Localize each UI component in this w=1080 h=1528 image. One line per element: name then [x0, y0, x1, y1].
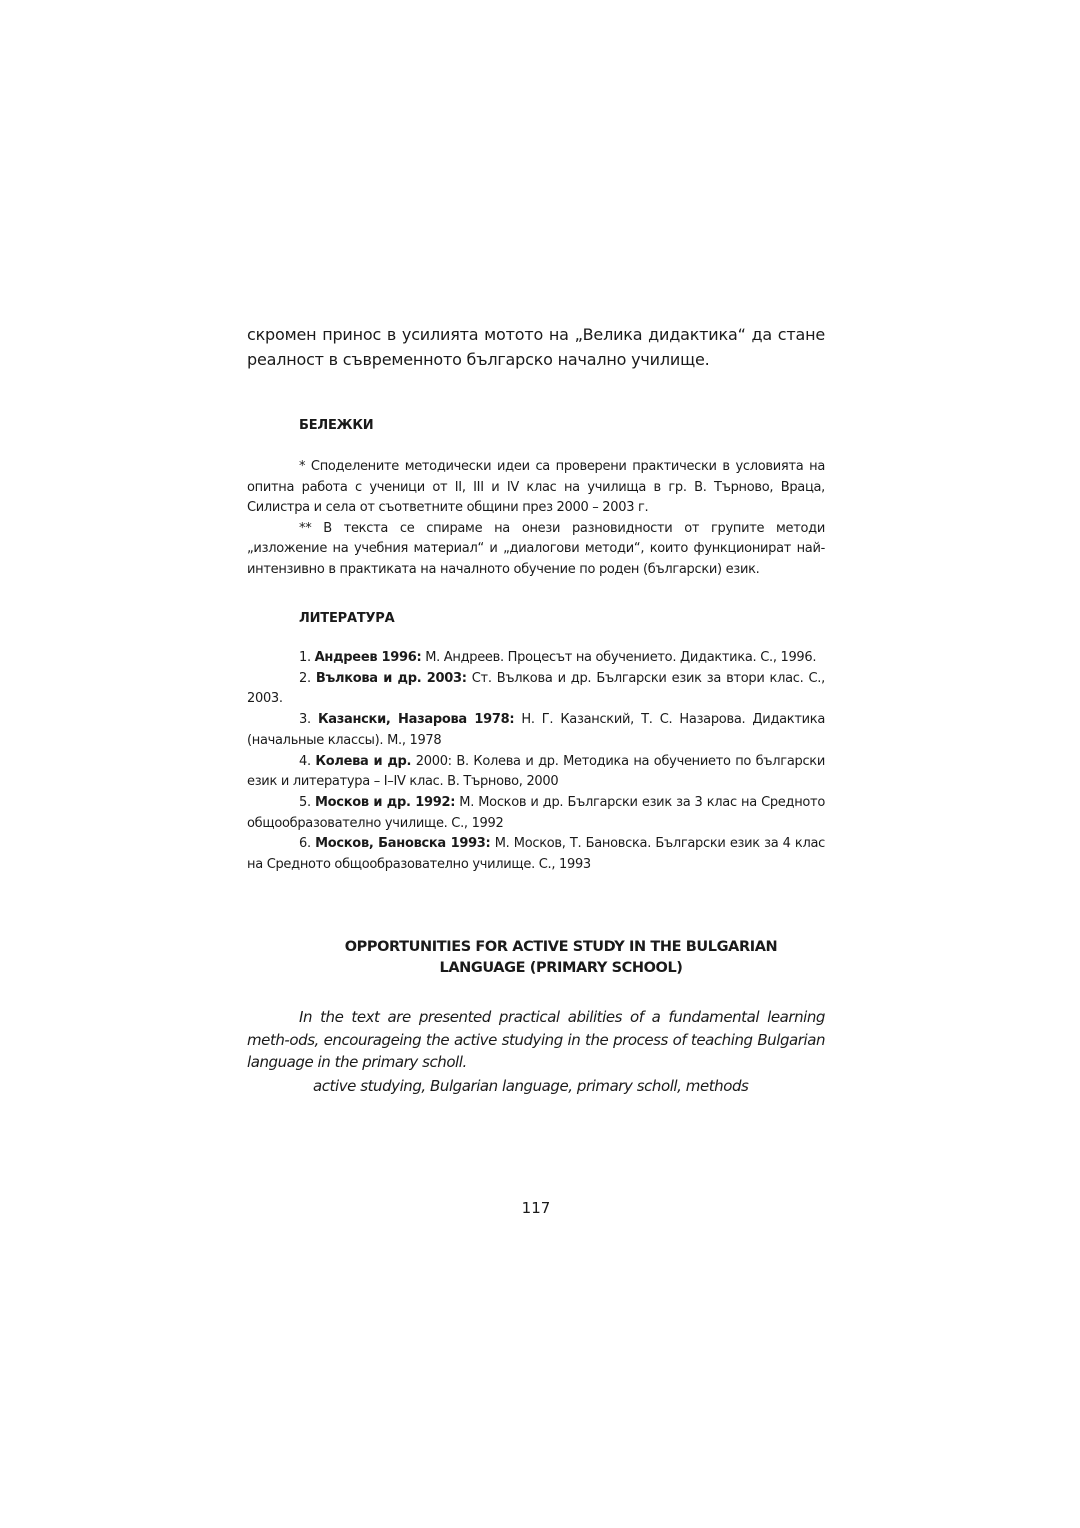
reference-item	[247, 752, 825, 793]
reference-key: Вълкова и др. 2003:	[315, 670, 467, 686]
reference-number: 5.	[299, 794, 311, 810]
reference-text: Н. Г. Казанский, Т. С. Назарова. Дидактика (начальные классы). М., 1978	[247, 712, 825, 748]
reference-item	[247, 793, 825, 834]
notes-section	[247, 457, 825, 580]
page-number: 117	[521, 1199, 551, 1217]
reference-text: М. Андреев. Процесът на обучението. Дидактика. С., 1996.	[425, 650, 817, 665]
literature-heading: ЛИТЕРАТУРА	[299, 611, 395, 626]
literature-list	[247, 648, 825, 876]
english-abstract	[247, 1006, 825, 1074]
document-page	[247, 0, 825, 1528]
reference-number: 4.	[299, 753, 311, 769]
abstract-text: In the text are presented practical abilities of a fundamental learning meth-ods, encourageing the active studying in the process of teaching Bulgarian language in the primary scholl.	[247, 1008, 825, 1071]
reference-key: Андреев 1996:	[314, 650, 422, 665]
english-title-line-2: LANGUAGE (PRIMARY SCHOOL)	[439, 960, 683, 976]
reference-text: Ст. Вълкова и др. Български език за втори клас. С., 2003.	[247, 670, 825, 707]
reference-text: 2000: В. Колева и др. Методика на обучението по български език и литература – I–IV клас. В. Търново, 2000	[247, 753, 825, 790]
reference-item	[247, 669, 825, 710]
reference-text: М. Москов и др. Български език за 3 клас на Средното общообразователно училище. С., 1992	[247, 794, 825, 831]
reference-item	[247, 648, 825, 669]
reference-key: Москов и др. 1992:	[315, 794, 456, 810]
english-keywords: active studying, Bulgarian language, primary scholl, methods	[313, 1077, 749, 1095]
reference-text: М. Москов, Т. Бановска. Български език за 4 клас на Средното общообразователно училище. С., 1993	[247, 836, 826, 873]
note-item: ** В текста се спираме на онези разновидности от групите методи „изложение на учебния материал“ и „диалогови методи“, които функционират най-интензивно в практиката на началното обучение по роден (български) език.	[247, 520, 825, 577]
reference-item	[247, 834, 825, 875]
reference-key: Колева и др.	[315, 753, 412, 769]
reference-item	[247, 710, 825, 751]
intro-paragraph: скромен принос в усилията мотото на „Велика дидактика“ да стане реалност в съвременното българско начално училище.	[247, 325, 825, 369]
reference-key: Москов, Бановска 1993:	[315, 836, 491, 852]
reference-key: Казански, Назарова 1978:	[317, 712, 515, 728]
reference-number: 2.	[299, 670, 311, 686]
english-summary-title	[247, 937, 875, 979]
reference-number: 6.	[299, 836, 311, 852]
reference-number: 3.	[299, 712, 311, 728]
reference-number: 1.	[299, 650, 311, 665]
english-title-line-1: OPPORTUNITIES FOR ACTIVE STUDY IN THE BULGARIAN	[344, 939, 778, 955]
notes-heading: БЕЛЕЖКИ	[299, 418, 374, 433]
note-item: * Споделените методически идеи са проверени практически в условията на опитна работа с ученици от II, III и IV клас на училища в гр. В. Търново, Враца, Силистра и села от съответните общини през 2000 – 2003 г.	[247, 459, 825, 515]
